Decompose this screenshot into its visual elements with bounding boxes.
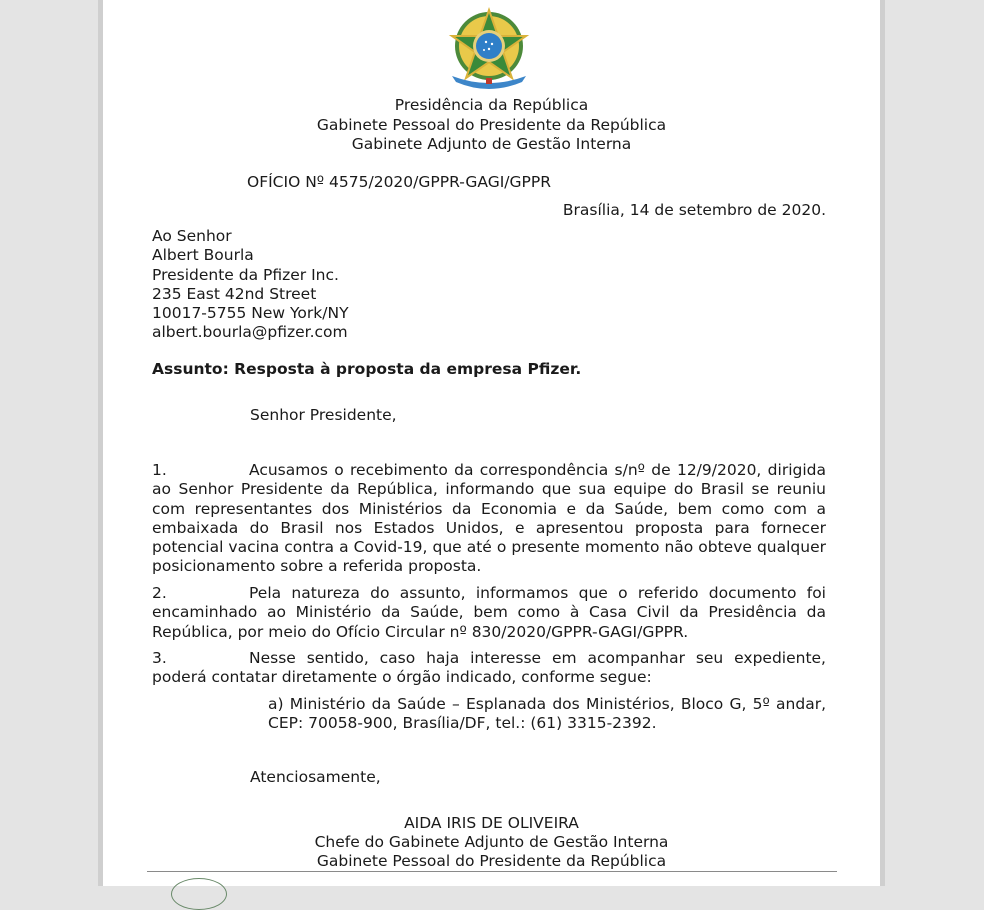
- paragraph-text: Acusamos o recebimento da correspondência s/nº de 12/9/2020, dirigida ao Senhor Presidente da República, informando que sua equipe do Brasil se reuniu com representantes dos Ministérios da Economia e da Saúde, bem como com a embaixada do Brasil nos Estados Unidos, e apresentou proposta para fornecer potencial vacina contra a Covid-19, que até o presente momento não obteve qualquer posicionamento sobre a referida proposta.: [152, 461, 826, 576]
- paragraph-2: [152, 584, 826, 642]
- contact-item-text: Ministério da Saúde – Esplanada dos Ministérios, Bloco G, 5º andar, CEP: 70058-900, Brasília/DF, tel.: (61) 3315-2392.: [268, 695, 826, 733]
- signature-office: Gabinete Pessoal do Presidente da República: [316, 852, 667, 870]
- recipient-email: albert.bourla@pfizer.com: [152, 323, 348, 341]
- header-line-deputy-office: Gabinete Adjunto de Gestão Interna: [351, 135, 632, 153]
- paragraph-1: [152, 461, 826, 577]
- footer-divider: [147, 871, 837, 872]
- recipient-salutation: Ao Senhor: [152, 227, 232, 245]
- paragraph-number: 3.: [152, 649, 167, 667]
- header-line-presidency: Presidência da República: [394, 96, 589, 114]
- paragraph-3: [152, 649, 826, 688]
- footer-seal-icon: [171, 878, 227, 910]
- recipient-title: Presidente da Pfizer Inc.: [152, 266, 339, 284]
- document-page: [103, 0, 880, 886]
- header-line-personal-office: Gabinete Pessoal do Presidente da República: [316, 116, 667, 134]
- subject-line: Assunto: Resposta à proposta da empresa Pfizer.: [152, 360, 582, 378]
- paragraph-text: Nesse sentido, caso haja interesse em acompanhar seu expediente, poderá contatar diretamente o órgão indicado, conforme segue:: [152, 649, 826, 687]
- date-line: Brasília, 14 de setembro de 2020.: [562, 201, 826, 219]
- contact-item: [268, 695, 826, 734]
- recipient-name: Albert Bourla: [152, 246, 254, 264]
- signature-title: Chefe do Gabinete Adjunto de Gestão Interna: [314, 833, 669, 851]
- paragraph-number: 2.: [152, 584, 167, 602]
- contact-item-label: a): [268, 695, 284, 713]
- signature-name: AIDA IRIS DE OLIVEIRA: [404, 814, 579, 832]
- paragraph-number: 1.: [152, 461, 167, 479]
- recipient-city: 10017-5755 New York/NY: [152, 304, 349, 322]
- paragraph-text: Pela natureza do assunto, informamos que o referido documento foi encaminhado ao Ministério da Saúde, bem como à Casa Civil da Presidência da República, por meio do Ofício Circular nº 830/2020/GPPR-GAGI/GPPR.: [152, 584, 826, 641]
- closing: Atenciosamente,: [250, 768, 381, 786]
- page-shadow-right: [880, 0, 885, 886]
- coat-of-arms-icon: [446, 6, 532, 94]
- salutation: Senhor Presidente,: [250, 406, 397, 424]
- document-reference: OFÍCIO Nº 4575/2020/GPPR-GAGI/GPPR: [247, 173, 551, 191]
- recipient-street: 235 East 42nd Street: [152, 285, 317, 303]
